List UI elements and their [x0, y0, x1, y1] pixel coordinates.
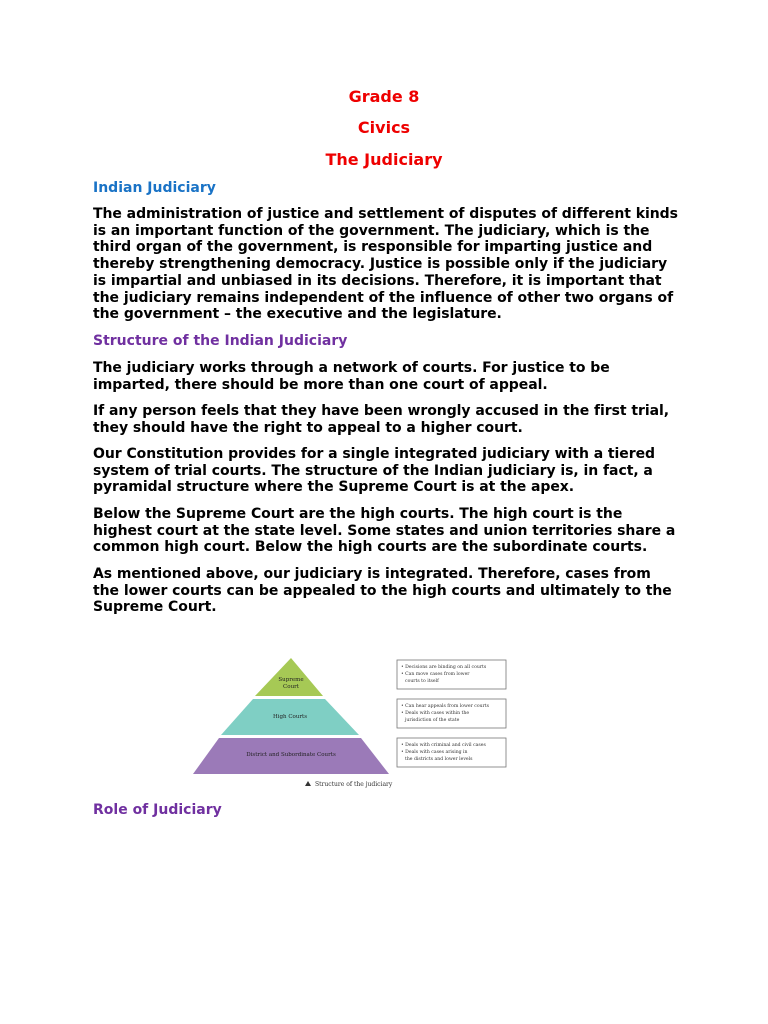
judiciary-pyramid-diagram: [185, 648, 515, 793]
note-district-line3: the districts and lower levels: [405, 757, 473, 762]
role-heading: Role of Judiciary: [93, 802, 222, 818]
note-district-line2: • Deals with cases arising in: [401, 750, 468, 755]
judiciary-pyramid-figure: [185, 648, 515, 793]
note-high-line3: jurisdiction of the state: [405, 718, 460, 723]
note-supreme-line3: courts to itself: [405, 679, 439, 684]
note-supreme-line2: • Can move cases from lower: [401, 672, 470, 677]
chapter-title: The Judiciary: [325, 150, 443, 169]
note-high-line1: • Can hear appeals from lower courts: [401, 704, 489, 709]
structure-paragraph-3: Our Constitution provides for a single integrated judiciary with a tiered system of trial courts. The structure of the Indian judiciary is, in fact, a pyramidal structure where the Supreme Court is at the apex.: [93, 446, 656, 496]
note-high-line2: • Deals with cases within the: [401, 711, 470, 716]
tier-label-supreme-1: Supreme: [278, 677, 304, 683]
tier-label-supreme-2: Court: [283, 684, 299, 690]
structure-paragraph-4: Below the Supreme Court are the high courts. The high court is the highest court at the state level. Some states and union territories share a common high court. Below the high courts are the subordinate courts.: [93, 506, 676, 556]
structure-paragraph-1: The judiciary works through a network of courts. For justice to be imparted, there should be more than one court of appeal.: [93, 360, 610, 393]
caption-triangle-icon: [305, 781, 311, 786]
subject-title: Civics: [357, 118, 411, 137]
grade-title: Grade 8: [348, 87, 420, 106]
structure-paragraph-2: If any person feels that they have been wrongly accused in the first trial, they should have the right to appeal to a higher court.: [93, 403, 670, 436]
note-supreme-line1: • Decisions are binding on all courts: [401, 665, 487, 670]
structure-paragraph-5: As mentioned above, our judiciary is integrated. Therefore, cases from the lower courts can be appealed to the high courts and ultimately to the Supreme Court.: [93, 566, 672, 616]
indian-judiciary-heading: Indian Judiciary: [93, 180, 216, 196]
figure-caption: Structure of the judiciary: [315, 781, 393, 788]
tier-label-high: High Courts: [272, 714, 308, 720]
structure-heading: Structure of the Indian Judiciary: [93, 333, 348, 349]
note-district-line1: • Deals with criminal and civil cases: [401, 743, 486, 748]
indian-judiciary-paragraph: The administration of justice and settlement of disputes of different kinds is an important function of the government. The judiciary, which is the third organ of the government, is responsible for imparting justice and thereby strengthening democracy. Justice is possible only if the judiciary is impartial and unbiased in its decisions. Therefore, it is important that the judiciary remains independent of the influence of other two organs of the government – the executive and the legislature.: [93, 206, 678, 323]
tier-label-district: District and Subordinate Courts: [246, 752, 336, 758]
